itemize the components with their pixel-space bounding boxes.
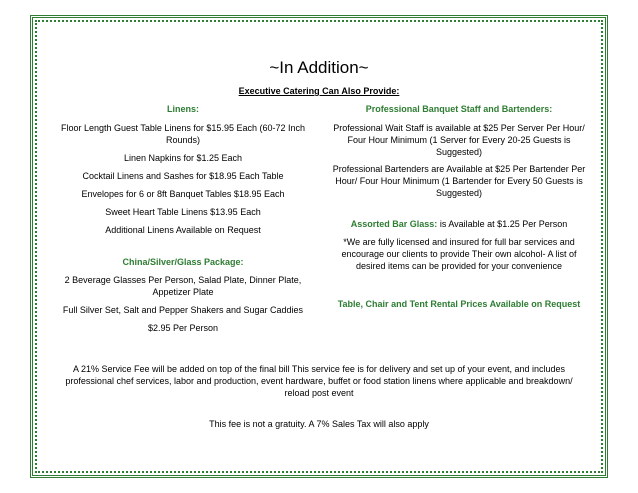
linens-item: Sweet Heart Table Linens $13.95 Each <box>105 207 261 217</box>
bar-glass-line <box>328 218 590 230</box>
bar-glass-price: is Available at $1.25 Per Person <box>437 219 568 229</box>
linens-item: Cocktail Linens and Sashes for $18.95 Each Table <box>82 171 284 181</box>
linens-item: Floor Length Guest Table Linens for $15.95 Each (60-72 Inch Rounds) <box>61 123 305 145</box>
china-price: $2.95 Per Person <box>147 323 219 333</box>
bar-note: *We are fully licensed and insured for full bar services and encourage our clients to provide Their own alcohol- A list of desired items can be provided for your convenience <box>341 237 577 271</box>
staff-item: Professional Bartenders are Available at $25 Per Bartender Per Hour/ Four Hour Minimum (1 Bartender for Every 50 Guests is Suggested) <box>332 164 586 198</box>
linens-heading: Linens: <box>166 104 199 114</box>
linens-item: Linen Napkins for $1.25 Each <box>123 153 243 163</box>
bar-glass-heading: Assorted Bar Glass: <box>350 219 438 229</box>
gratuity-note: This fee is not a gratuity. A 7% Sales Tax will also apply <box>209 419 429 429</box>
page-title: ~In Addition~ <box>269 58 369 77</box>
linens-item: Additional Linens Available on Request <box>105 225 261 235</box>
left-column <box>58 103 308 334</box>
page-subtitle: Executive Catering Can Also Provide: <box>238 86 400 96</box>
staff-item: Professional Wait Staff is available at $25 Per Server Per Hour/ Four Hour Minimum (1 Server for Every 20-25 Guests is Suggested) <box>333 123 585 157</box>
china-item: 2 Beverage Glasses Per Person, Salad Plate, Dinner Plate, Appetizer Plate <box>64 275 302 297</box>
right-column <box>328 103 590 310</box>
china-item: Full Silver Set, Salt and Pepper Shakers and Sugar Caddies <box>62 305 304 315</box>
service-fee-text: A 21% Service Fee will be added on top of the final bill This service fee is for delivery and set up of your event, and includes professional chef services, labor and production, event hardware, buffet or food station linens where applicable and breakdown/ reload post event <box>65 364 573 398</box>
rental-note: Table, Chair and Tent Rental Prices Available on Request <box>337 299 581 309</box>
staff-heading: Professional Banquet Staff and Bartenders: <box>365 104 553 114</box>
china-heading: China/Silver/Glass Package: <box>122 257 244 267</box>
linens-item: Envelopes for 6 or 8ft Banquet Tables $18.95 Each <box>81 189 285 199</box>
